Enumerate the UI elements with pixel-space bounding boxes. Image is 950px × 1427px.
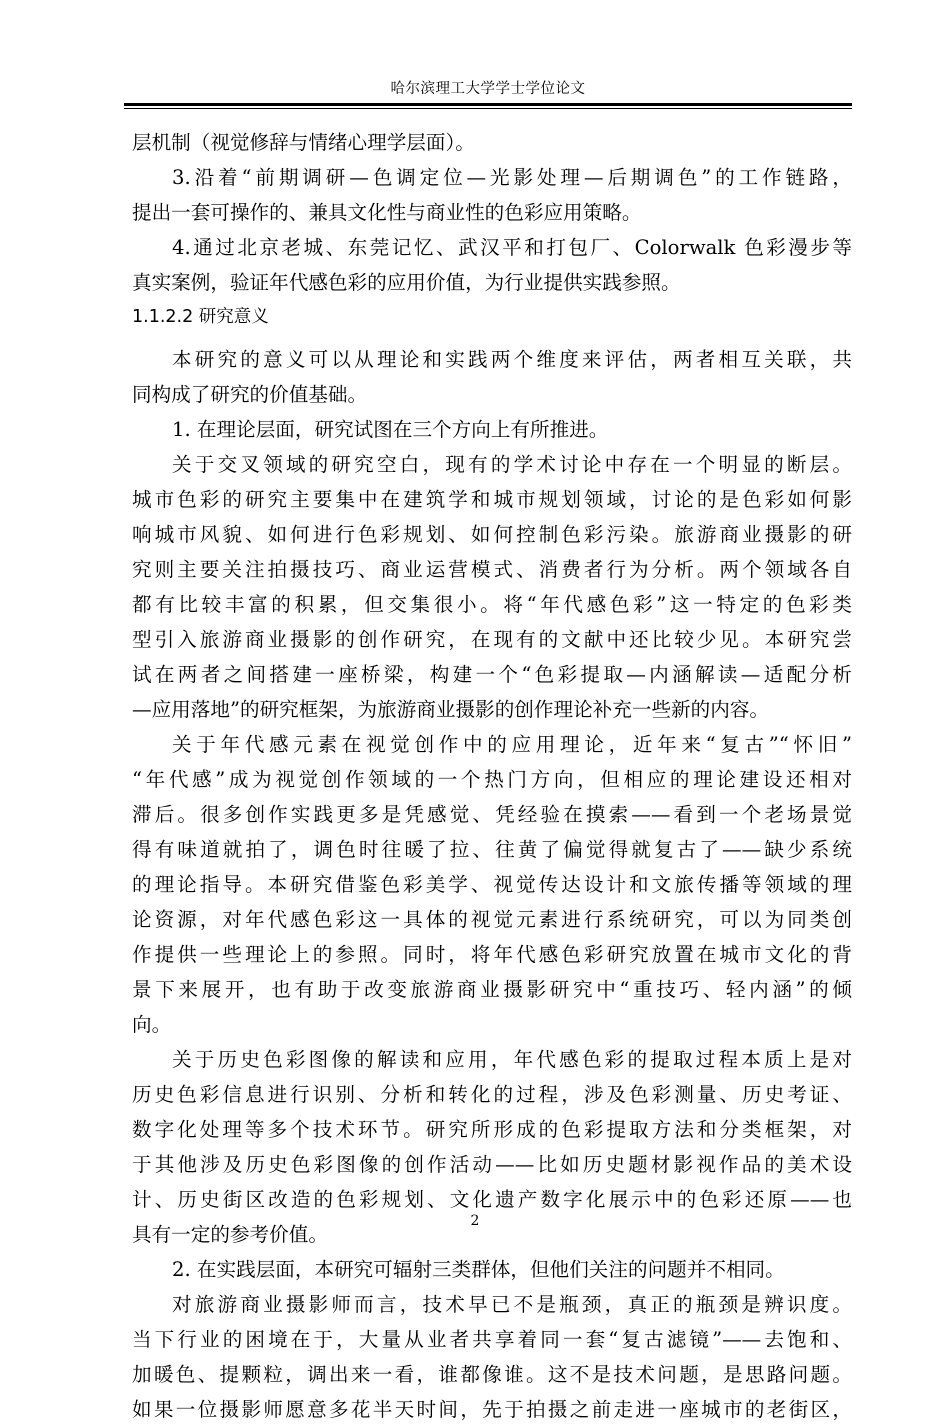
body-text [132,125,852,1427]
body-line: 历史色彩信息进行识别、分析和转化的过程，涉及色彩测量、历史考证、 [132,1083,852,1106]
body-line: 型引入旅游商业摄影的创作研究，在现有的文献中还比较少见。本研究尝 [132,628,852,651]
body-line: 计、历史街区改造的色彩规划、文化遗产数字化展示中的色彩还原——也 [132,1188,852,1211]
body-line: 论资源，对年代感色彩这一具体的视觉元素进行系统研究，可以为同类创 [132,908,852,931]
body-line: 试在两者之间搭建一座桥梁，构建一个“色彩提取—内涵解读—适配分析 [132,663,852,686]
body-line: 响城市风貌、如何进行色彩规划、如何控制色彩污染。旅游商业摄影的研 [132,523,852,546]
page-number: 2 [470,1213,480,1229]
body-line: 作提供一些理论上的参照。同时，将年代感色彩研究放置在城市文化的背 [132,943,852,966]
body-line: 对旅游商业摄影师而言，技术早已不是瓶颈，真正的瓶颈是辨识度。 [172,1293,852,1316]
body-line: 都有比较丰富的积累，但交集很小。将“年代感色彩”这一特定的色彩类 [132,593,852,616]
body-line: 当下行业的困境在于，大量从业者共享着同一套“复古滤镜”——去饱和、 [132,1328,852,1351]
body-line: 如果一位摄影师愿意多花半天时间，先于拍摄之前走进一座城市的老街区， [132,1398,852,1421]
body-line: 同构成了研究的价值基础。 [132,383,368,406]
body-line: 得有味道就拍了，调色时往暖了拉、往黄了偏觉得就复古了——缺少系统 [132,838,852,861]
body-line: 提出一套可操作的、兼具文化性与商业性的色彩应用策略。 [132,201,642,224]
body-line: 真实案例，验证年代感色彩的应用价值，为行业提供实践参照。 [132,271,681,294]
body-line: 加暖色、提颗粒，调出来一看，谁都像谁。这不是技术问题，是思路问题。 [132,1363,852,1386]
body-line: 数字化处理等多个技术环节。研究所形成的色彩提取方法和分类框架，对 [132,1118,852,1141]
heading-spacer [132,335,852,342]
body-line: 城市色彩的研究主要集中在建筑学和城市规划领域，讨论的是色彩如何影 [132,488,852,511]
body-line: 关于交叉领域的研究空白，现有的学术讨论中存在一个明显的断层。 [172,453,852,476]
body-line: 本研究的意义可以从理论和实践两个维度来评估，两者相互关联，共 [172,348,852,371]
body-line: 景下来展开，也有助于改变旅游商业摄影研究中“重技巧、轻内涵”的倾 [132,978,852,1001]
body-line: 于其他涉及历史色彩图像的创作活动——比如历史题材影视作品的美术设 [132,1153,852,1176]
body-line: 的理论指导。本研究借鉴色彩美学、视觉传达设计和文旅传播等领域的理 [132,873,852,896]
body-line: “年代感”成为视觉创作领域的一个热门方向，但相应的理论建设还相对 [132,768,852,791]
body-line: 1. 在理论层面，研究试图在三个方向上有所推进。 [172,418,609,441]
body-line: 3.沿着“前期调研—色调定位—光影处理—后期调色”的工作链路， [172,166,852,189]
body-line: 滞后。很多创作实践更多是凭感觉、凭经验在摸索——看到一个老场景觉 [132,803,852,826]
running-header: 哈尔滨理工大学学士学位论文 [390,81,586,97]
body-line: 向。 [132,1013,172,1036]
body-line: 究则主要关注拍摄技巧、商业运营模式、消费者行为分析。两个领域各自 [132,558,852,581]
body-line: 关于历史色彩图像的解读和应用，年代感色彩的提取过程本质上是对 [172,1048,852,1071]
body-line: 具有一定的参考价值。 [132,1223,328,1246]
header-rule-thick [124,103,852,106]
body-line: 层机制（视觉修辞与情绪心理学层面）。 [132,131,475,154]
body-line: 关于年代感元素在视觉创作中的应用理论，近年来“复古”“怀旧” [172,733,852,756]
header-rule-thin [124,108,852,109]
body-line: 2. 在实践层面，本研究可辐射三类群体，但他们关注的问题并不相同。 [172,1258,785,1281]
body-line: 4.通过北京老城、东莞记忆、武汉平和打包厂、Colorwalk 色彩漫步等 [172,236,852,259]
section-heading: 1.1.2.2 研究意义 [132,307,269,327]
body-line: —应用落地”的研究框架，为旅游商业摄影的创作理论补充一些新的内容。 [132,698,770,721]
